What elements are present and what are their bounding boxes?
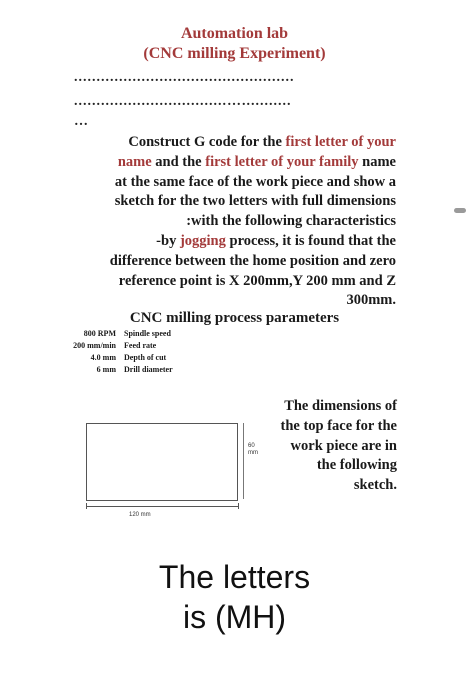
instr-line-2 (70, 153, 396, 173)
instr-text: Construct G code for the (128, 134, 286, 150)
workpiece-rectangle (86, 423, 238, 501)
scroll-handle[interactable] (454, 208, 466, 213)
answer-line-1: The letters (158, 559, 311, 595)
instr-highlight-family: first letter of your family (205, 153, 359, 170)
sketch-desc-line: the following (316, 457, 397, 474)
instr-line-6 (70, 232, 396, 252)
parameters-heading: CNC milling process parameters (129, 310, 340, 326)
instr-line-7: difference between the home position and zero (109, 252, 396, 269)
dotted-line-1: ................................................. (74, 70, 295, 85)
instr-line-8: reference point is X 200mm,Y 200 mm and Z (118, 272, 396, 289)
answer-line-2: is (MH) (182, 599, 287, 635)
param-value: 6 mm (96, 365, 116, 374)
title-line-1: Automation lab (180, 25, 289, 42)
instr-line-9: 300mm. (346, 292, 396, 309)
param-row (70, 329, 173, 341)
sketch-desc-line: The dimensions of (284, 398, 397, 414)
param-value: 800 RPM (83, 329, 116, 338)
instr-line-4: sketch for the two letters with full dimensions (114, 193, 396, 210)
width-dimension-tick-left (86, 503, 87, 509)
width-dimension-tick-right (238, 503, 239, 509)
param-label: Feed rate (124, 341, 157, 350)
instr-text: name (358, 153, 396, 170)
param-label: Depth of cut (124, 353, 167, 362)
height-dimension-value: 60 (248, 443, 255, 449)
dotted-line-2: ..................................…........... (74, 94, 292, 109)
sketch-desc-line: the top face for the (280, 417, 397, 434)
instr-line-3: at the same face of the work piece and show a (114, 173, 396, 190)
width-dimension-line (86, 506, 238, 507)
param-row (70, 353, 173, 365)
sketch-desc-line: work piece are in (290, 437, 397, 454)
instr-text: process, it is found that the (225, 232, 396, 249)
parameters-list (70, 329, 173, 377)
instr-highlight-name: name (117, 153, 152, 170)
width-dimension-label: 120 mm (129, 512, 151, 518)
param-row (70, 365, 173, 377)
title-line-2: (CNC milling Experiment) (143, 45, 326, 62)
param-label: Spindle speed (124, 329, 171, 338)
sketch-desc-line: sketch. (353, 477, 397, 494)
param-label: Drill diameter (124, 365, 173, 374)
instr-line-5: :with the following characteristics (186, 213, 396, 230)
param-row (70, 341, 173, 353)
instr-line-1 (70, 133, 396, 153)
sketch-description (257, 397, 397, 496)
height-dimension-unit: mm (248, 450, 258, 456)
param-value: 4.0 mm (90, 353, 116, 362)
height-dimension-line (243, 423, 244, 499)
instr-highlight-first-name: first letter of your (285, 134, 396, 150)
instr-highlight-jogging: jogging (179, 232, 226, 249)
param-value: 200 mm/min (73, 341, 116, 350)
instructions-paragraph (70, 133, 396, 311)
instr-text: -by (156, 232, 180, 249)
dotted-line-3: … (74, 114, 89, 129)
instr-text: and the (151, 153, 206, 170)
